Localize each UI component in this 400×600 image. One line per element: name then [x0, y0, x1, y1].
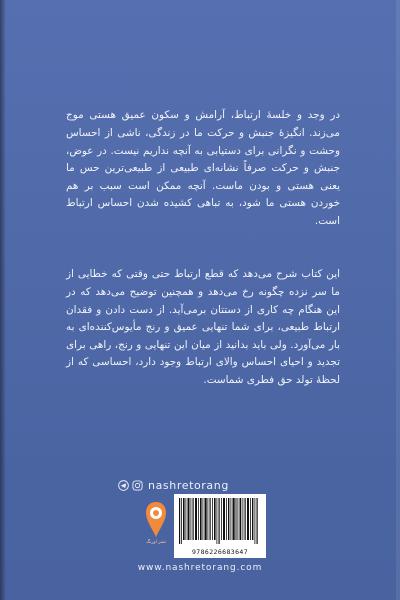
barcode-icon	[178, 498, 262, 544]
isbn-barcode	[174, 494, 266, 558]
telegram-icon	[118, 480, 129, 491]
isbn-number: 9786226683647	[191, 548, 249, 556]
publisher-website: www.nashretorang.com	[137, 563, 263, 573]
blurb-paragraph-1: در وجد و خلسهٔ ارتباط، آرامش و سکون عمیق هستی موج می‌زند. انگیزهٔ جنبش و حرکت ما در زندگی، ناشی از احساس وحشت و نگرانی برای دستیابی به آنچه نداریم نیست. در عوض، جنبش و حرکت صرفاً نشانه‌ای طبیعی از طبیعی‌ترین حس ما یعنی هستی و بودن ماست. آنچه ممکن است سبب بر هم خوردن هستی ما شود، به تباهی کشیده شدن احساس ارتباط است.	[66, 109, 340, 227]
publisher-logo-text: نشر اورنگ	[145, 540, 167, 545]
publisher-logo-icon	[144, 500, 168, 540]
social-row	[118, 477, 288, 493]
instagram-icon	[132, 480, 143, 491]
social-handle: nashretorang	[148, 478, 229, 492]
blurb-paragraph-2: این کتاب شرح می‌دهد که قطع ارتباط حتی وقتی که خطایی از ما سر نزده چگونه رخ می‌دهد و همچنین توضیح می‌دهد که در این هنگام چه کاری از دستتان برمی‌آید. از دست دادن و فقدان ارتباط طبیعی، برای شما تنهایی عمیق و رنج مأیوس‌کننده‌ای به بار می‌آورد. ولی باید بدانید از میان این تنهایی و رنج، راهی برای تجدید و احیای احساس والای ارتباط وجود دارد، احساسی که از لحظهٔ تولد حق فطری شماست.	[66, 268, 340, 386]
